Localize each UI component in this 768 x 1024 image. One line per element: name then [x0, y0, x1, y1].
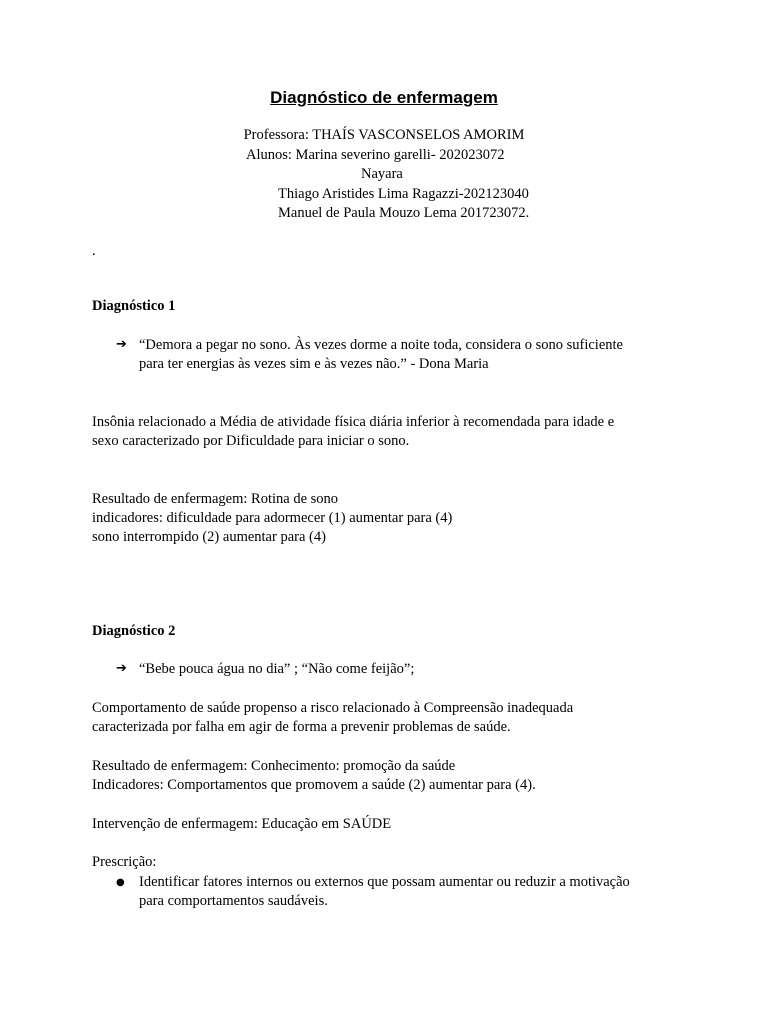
diagnosis-2-result-line1: Resultado de enfermagem: Conhecimento: promoção da saúde — [92, 758, 456, 774]
diagnosis-2-text-line2: caracterizada por falha em agir de forma a prevenir problemas de saúde. — [92, 719, 511, 735]
arrow-right-icon: ➔ — [116, 337, 127, 352]
diagnosis-2-intervention: Intervenção de enfermagem: Educação em SAÚDE — [92, 816, 392, 832]
prescription-item-line2: para comportamentos saudáveis. — [139, 893, 328, 909]
prescription-item-line1: Identificar fatores internos ou externos que possam aumentar ou reduzir a motivação — [139, 874, 630, 890]
stray-dot: . — [92, 243, 96, 259]
student-manuel: Manuel de Paula Mouzo Lema 201723072. — [278, 205, 530, 221]
diagnosis-1-quote-line2: para ter energias às vezes sim e às vezes não.” - Dona Maria — [139, 356, 489, 372]
students-line: Alunos: Marina severino garelli- 202023072 — [246, 147, 505, 163]
student-nayara: Nayara — [361, 166, 403, 182]
student-thiago: Thiago Aristides Lima Ragazzi-202123040 — [278, 186, 529, 202]
diagnosis-2-text-line1: Comportamento de saúde propenso a risco relacionado à Compreensão inadequada — [92, 700, 574, 716]
diagnosis-1-text-line2: sexo caracterizado por Dificuldade para iniciar o sono. — [92, 433, 410, 449]
document-title: Diagnóstico de enfermagem — [270, 88, 498, 107]
diagnosis-2-result-line2: Indicadores: Comportamentos que promovem a saúde (2) aumentar para (4). — [92, 777, 536, 793]
diagnosis-1-quote-line1: “Demora a pegar no sono. Às vezes dorme a noite toda, considera o sono suficiente — [139, 337, 623, 353]
diagnosis-1-result-line2: indicadores: dificuldade para adormecer (1) aumentar para (4) — [92, 510, 453, 526]
bullet-icon: ● — [116, 877, 125, 888]
prescription-label: Prescrição: — [92, 854, 157, 870]
professor-line: Professora: THAÍS VASCONSELOS AMORIM — [243, 127, 525, 143]
arrow-right-icon: ➔ — [116, 661, 127, 676]
diagnosis-2-heading: Diagnóstico 2 — [92, 623, 176, 639]
diagnosis-1-result-line1: Resultado de enfermagem: Rotina de sono — [92, 491, 339, 507]
diagnosis-1-text-line1: Insônia relacionado a Média de atividade física diária inferior à recomendada para idade e — [92, 414, 615, 430]
diagnosis-1-heading: Diagnóstico 1 — [92, 298, 176, 314]
diagnosis-2-quote: “Bebe pouca água no dia” ; “Não come feijão”; — [139, 661, 415, 677]
diagnosis-1-result-line3: sono interrompido (2) aumentar para (4) — [92, 529, 326, 545]
